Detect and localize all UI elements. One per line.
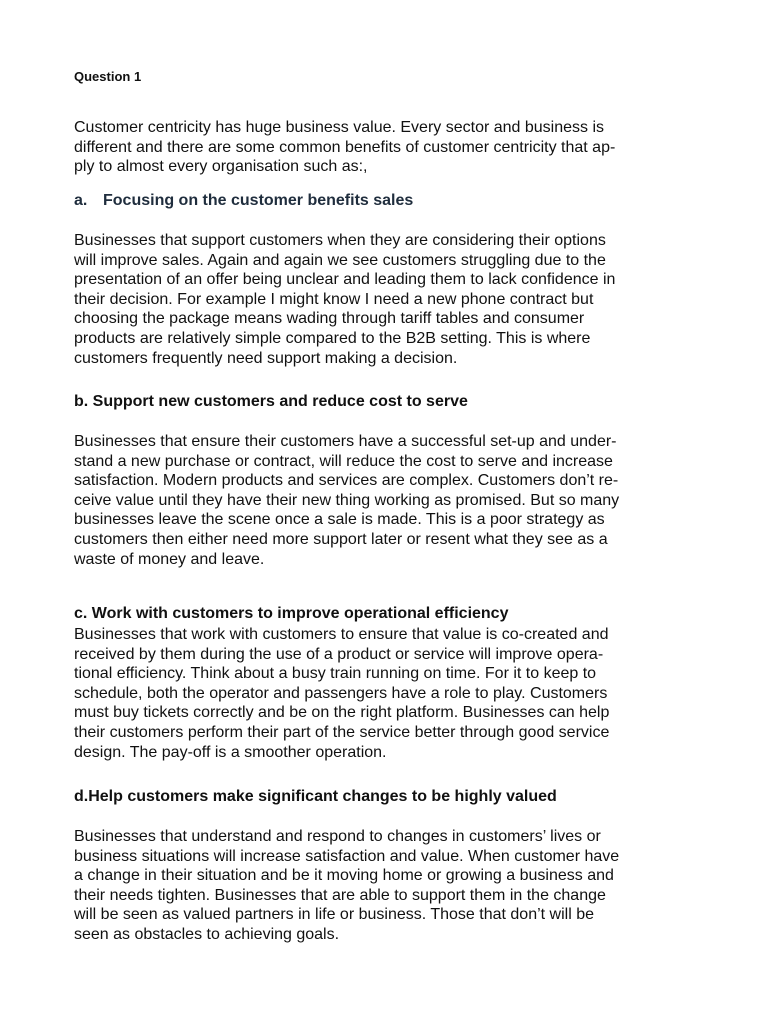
intro-paragraph: Customer centricity has huge business value. Every sector and business is different and there are some common benefits of customer centricity that ap- ply to almost every organisation such as:, bbox=[74, 119, 616, 176]
section-d-body: Businesses that understand and respond to changes in customers’ lives or business situations will increase satisfaction and value. When customer have a change in their situation and be it moving home or growing a business and their needs tighten. Businesses that are able to support them in the change will be seen as valued partners in life or business. Those that don’t will be seen as obstacles to achieving goals. bbox=[74, 828, 620, 943]
section-a-heading bbox=[74, 191, 694, 211]
section-d-heading: d.Help customers make significant changes to be highly valued bbox=[74, 788, 557, 805]
section-b-heading: b. Support new customers and reduce cost to serve bbox=[74, 393, 468, 410]
section-c-body: Businesses that work with customers to ensure that value is co-created and received by them during the use of a product or service will improve opera- tional efficiency. Think about a busy train running on time. For it to keep to schedule, both the operator and passengers have a role to play. Customers must buy tickets correctly and be on the right platform. Businesses can help their customers perform their part of the service better through good service design. The pay-off is a smoother operation. bbox=[74, 626, 610, 761]
section-b-body: Businesses that ensure their customers have a successful set-up and under- stand a new purchase or contract, will reduce the cost to serve and increase satisfaction. Modern products and services are complex. Customers don’t re- ceive value until they have their new thing working as promised. But so many businesses leave the scene once a sale is made. This is a poor strategy as customers then either need more support later or resent what they see as a waste of money and leave. bbox=[74, 433, 620, 568]
section-a-heading-text: Focusing on the customer benefits sales bbox=[103, 192, 414, 209]
question-title: Question 1 bbox=[74, 69, 142, 84]
section-a-body: Businesses that support customers when they are considering their options will improve sales. Again and again we see customers struggling due to the presentation of an offer being unclear and leading them to lack confidence in their decision. For example I might know I need a new phone contract but choosing the package means wading through tariff tables and consumer products are relatively simple compared to the B2B setting. This is where customers frequently need support making a decision. bbox=[74, 232, 616, 367]
section-c-heading: c. Work with customers to improve operational efficiency bbox=[74, 605, 509, 622]
section-a-marker: a. bbox=[74, 192, 88, 209]
